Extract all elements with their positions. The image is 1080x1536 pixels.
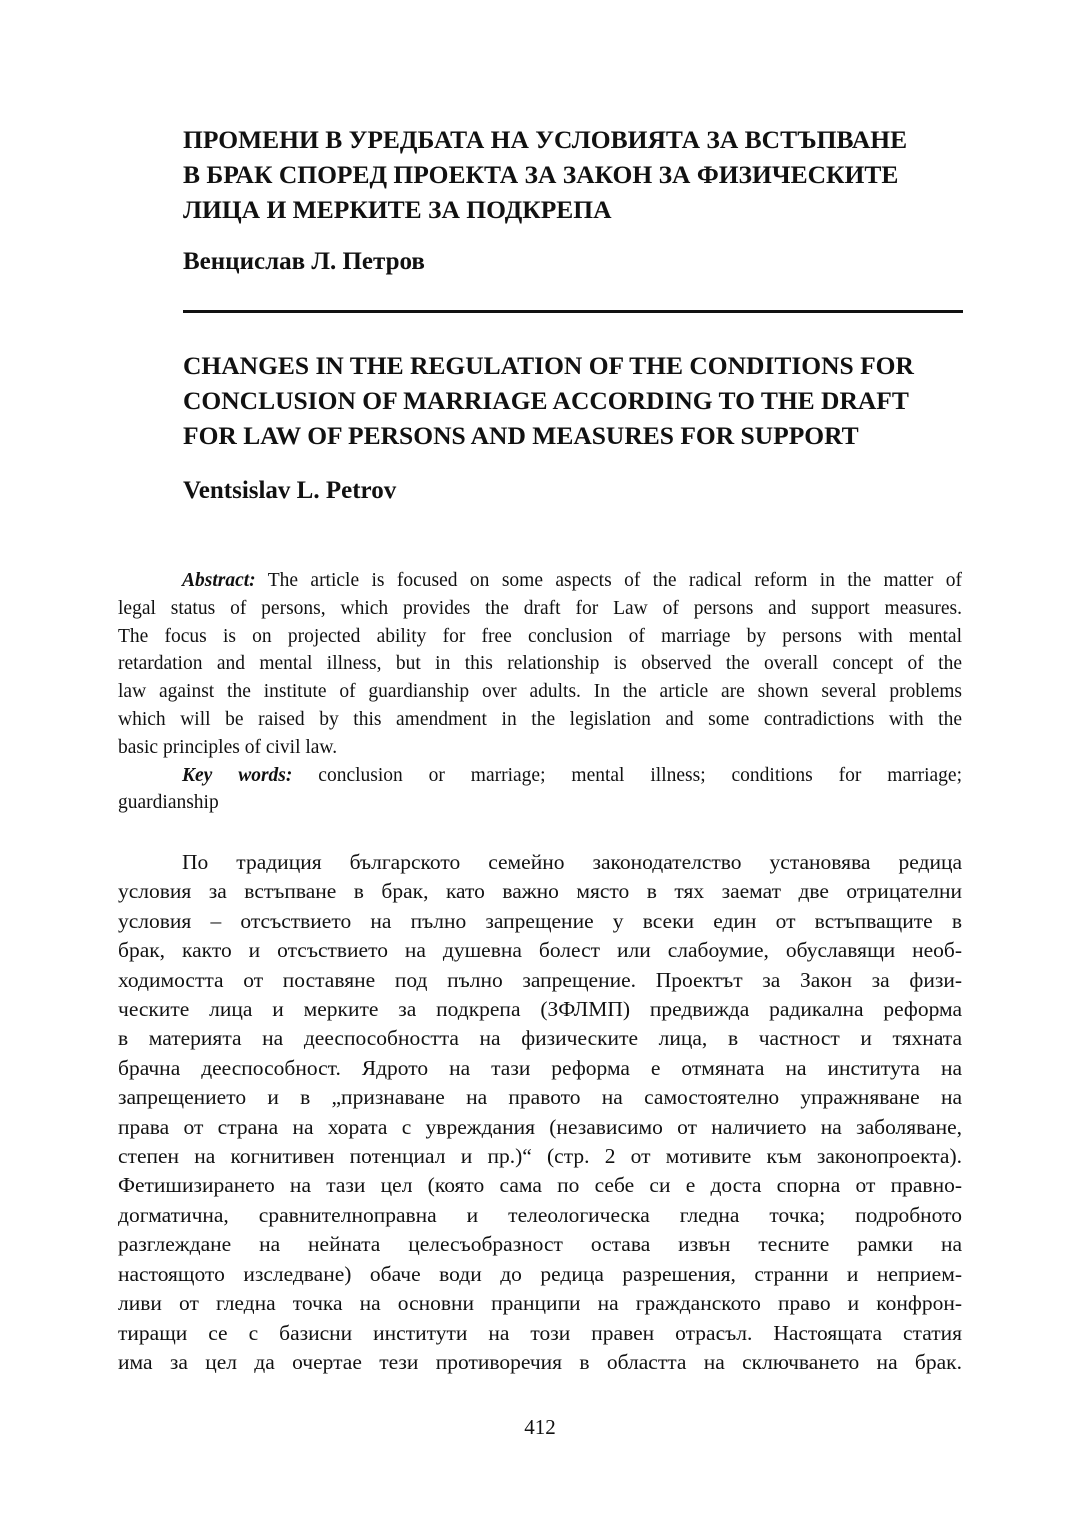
body-line: условия – отсъствието на пълно запрещение у всеки един от встъпващите в xyxy=(118,908,962,933)
body-line: По традиция българското семейно законодателство установява редица xyxy=(182,850,962,874)
bulgarian-title xyxy=(183,122,983,227)
abstract-line: The focus is on projected ability for free conclusion of marriage by persons with mental xyxy=(118,625,962,647)
keywords-text: conclusion or marriage; mental illness; conditions for marriage; xyxy=(292,764,962,786)
body-line: тиращи се с базисни институти на този правен отрасъл. Настоящата статия xyxy=(118,1320,962,1345)
body-line: настоящото изследване) обаче води до редица разрешения, странни и неприем- xyxy=(118,1261,962,1286)
bulgarian-title-line: В БРАК СПОРЕД ПРОЕКТА ЗА ЗАКОН ЗА ФИЗИЧЕСКИТЕ xyxy=(183,160,899,189)
abstract-label: Abstract: xyxy=(182,570,256,591)
abstract-line xyxy=(118,567,962,595)
body-line: запрещението и в „признаване на правото на самостоятелно упражняване на xyxy=(118,1085,962,1110)
english-title-line: FOR LAW OF PERSONS AND MEASURES FOR SUPPORT xyxy=(183,421,859,450)
body-line: в материята на дееспособността на физическите лица, в частност и тяхната xyxy=(118,1026,962,1051)
english-title-line: CHANGES IN THE REGULATION OF THE CONDITIONS FOR xyxy=(183,351,914,380)
abstract-line: law against the institute of guardianship over adults. In the article are shown several problems xyxy=(118,681,962,703)
body-line: ливи от гледна точка на основни пранципи на гражданското право и конфрон- xyxy=(118,1291,962,1316)
body-line: брачна дееспособност. Ядрото на тази реформа е отмяната на института на xyxy=(118,1055,962,1080)
body-line: брак, както и отсъствието на душевна болест или слабоумие, обуславящи необ- xyxy=(118,938,962,963)
body-line: степен на когнитивен потенциал и пр.)“ (стр. 2 от мотивите към законопроекта). xyxy=(118,1144,962,1169)
keywords-line: guardianship xyxy=(118,792,219,814)
body-line: догматична, сравнителноправна и телеологическа гледна точка; подробното xyxy=(118,1202,962,1227)
bulgarian-author: Венцислав Л. Петров xyxy=(183,248,425,275)
english-author: Ventsislav L. Petrov xyxy=(183,477,397,504)
body-paragraph xyxy=(118,848,962,1377)
body-line: Фетишизирането на тази цел (която сама по себе си е доста спорна от правно- xyxy=(118,1173,962,1198)
abstract-line: retardation and mental illness, but in this relationship is observed the overall concept of the xyxy=(118,653,962,675)
english-title-line: CONCLUSION OF MARRIAGE ACCORDING TO THE DRAFT xyxy=(183,386,909,415)
bulgarian-title-line: ЛИЦА И МЕРКИТЕ ЗА ПОДКРЕПА xyxy=(183,195,612,224)
page-number: 412 xyxy=(524,1415,556,1439)
body-line: има за цел да очертае тези противоречия в областта на сключването на брак. xyxy=(118,1349,962,1374)
title-divider xyxy=(183,310,963,313)
bulgarian-title-line: ПРОМЕНИ В УРЕДБАТА НА УСЛОВИЯТА ЗА ВСТЪПВАНЕ xyxy=(183,125,908,154)
keywords-label: Key words: xyxy=(182,764,293,786)
body-line: разглеждане на нейната целесъобразност остава извън тесните рамки на xyxy=(118,1232,962,1257)
abstract-line: legal status of persons, which provides the draft for Law of persons and support measures. xyxy=(118,597,962,619)
english-title xyxy=(183,348,983,453)
body-line: ходимостта от поставяне под пълно запрещение. Проектът за Закон за физи- xyxy=(118,967,962,992)
body-line: права от страна на хората с увреждания (независимо от наличието на заболяване, xyxy=(118,1114,962,1139)
body-line: условия за встъпване в брак, като важно място в тях заемат две отрицателни xyxy=(118,879,962,904)
body-line: ческите лица и мерките за подкрепа (ЗФЛМП) предвижда радикална реформа xyxy=(118,997,962,1022)
keywords-line xyxy=(118,762,962,790)
abstract-section xyxy=(118,567,962,817)
abstract-text: The article is focused on some aspects of the radical reform in the matter of xyxy=(255,570,962,591)
abstract-line: basic principles of civil law. xyxy=(118,736,338,758)
abstract-line: which will be raised by this amendment in the legislation and some contradictions with the xyxy=(118,708,962,730)
